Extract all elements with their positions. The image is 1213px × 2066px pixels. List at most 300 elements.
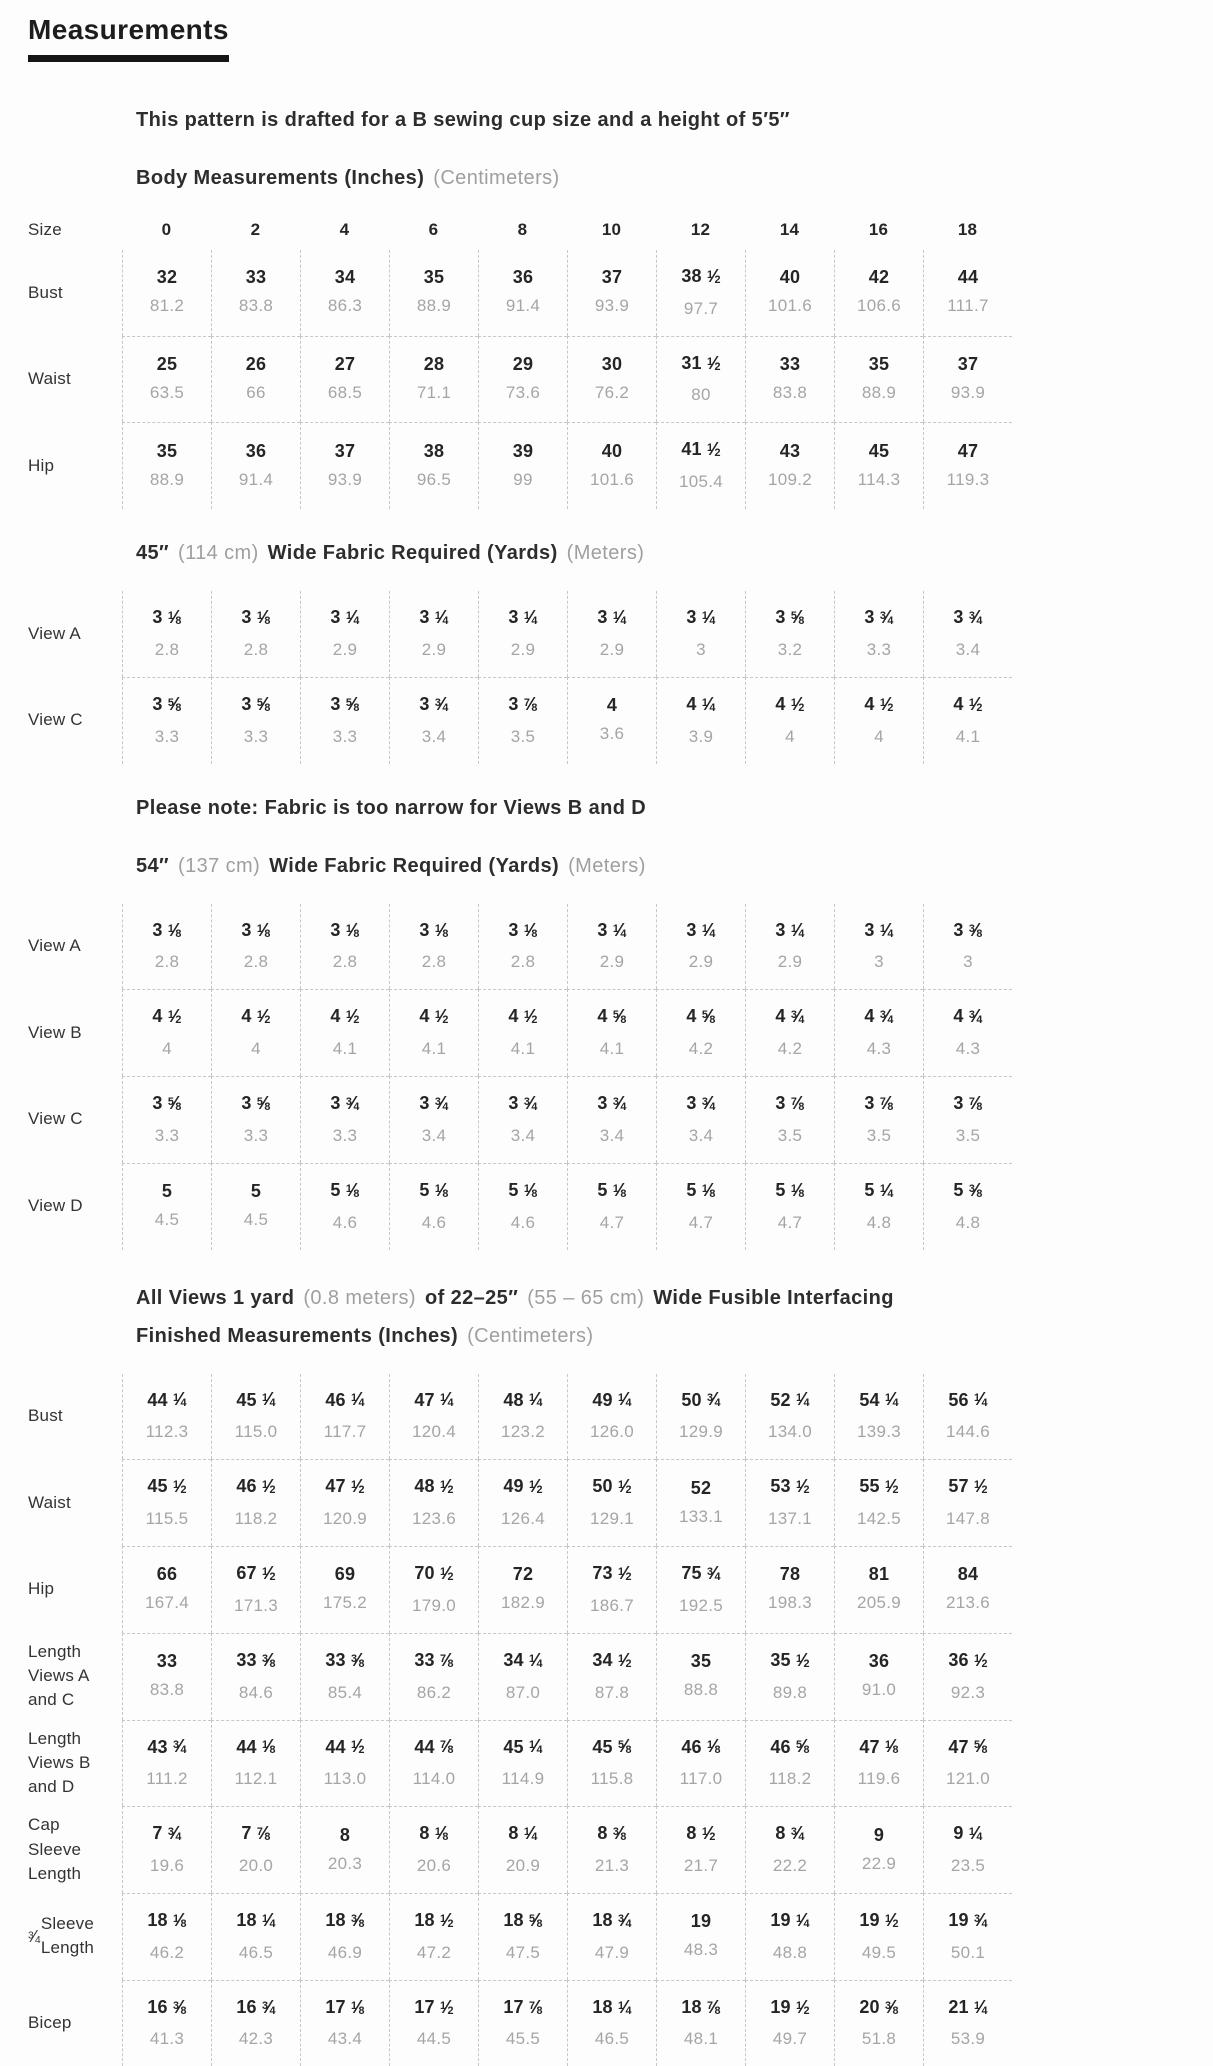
inches-value: 46 $^1⁄_2$	[236, 1475, 276, 1497]
inches-value: 47 $^1⁄_2$	[325, 1475, 365, 1497]
value-cell	[389, 1163, 478, 1250]
value-cell	[923, 1980, 1012, 2066]
meters-value: 3.4	[421, 1125, 447, 1145]
yards-value: 3 $^7⁄_8$	[864, 1092, 894, 1114]
value-cell	[478, 1720, 567, 1807]
centimeters-value: 53.9	[950, 2029, 986, 2049]
heading-segment: Wide Fabric Required (Yards)	[269, 854, 560, 877]
inches-value: 34 $^1⁄_4$	[503, 1648, 543, 1670]
heading-segment: (Centimeters)	[433, 167, 560, 189]
centimeters-value: 119.6	[857, 1769, 901, 1789]
meters-value: 2.8	[332, 952, 358, 972]
value-cell	[211, 1163, 300, 1250]
centimeters-value: 182.9	[500, 1593, 546, 1613]
yards-value: 3 $^7⁄_8$	[508, 692, 538, 714]
yards-value: 5 $^1⁄_8$	[508, 1178, 538, 1200]
centimeters-value: 92.3	[950, 1682, 986, 1702]
centimeters-value: 86.3	[327, 296, 363, 316]
inches-value: 50 $^1⁄_2$	[592, 1475, 632, 1497]
centimeters-value: 47.5	[505, 1942, 541, 1962]
yards-value: 3 $^5⁄_8$	[241, 1092, 271, 1114]
inches-value: 35 $^1⁄_2$	[770, 1648, 810, 1670]
meters-value: 2.8	[243, 639, 269, 659]
meters-value: 3.3	[332, 726, 358, 746]
inches-value: 16 $^3⁄_4$	[236, 1995, 276, 2017]
centimeters-value: 106.6	[856, 296, 902, 316]
meters-value: 4.8	[955, 1212, 981, 1232]
meters-value: 2.9	[599, 952, 625, 972]
value-cell	[478, 250, 567, 336]
meters-value: 2.8	[421, 952, 447, 972]
inches-value: 81	[868, 1564, 890, 1585]
centimeters-value: 112.1	[234, 1769, 278, 1789]
measurement-table	[28, 250, 1185, 509]
centimeters-value: 80	[691, 385, 711, 405]
inches-value: 16 $^3⁄_8$	[147, 1995, 187, 2017]
centimeters-value: 46.9	[327, 1942, 363, 1962]
inches-value: 9	[873, 1824, 885, 1845]
meters-value: 3	[696, 639, 706, 659]
value-cell	[656, 1459, 745, 1546]
row-label: Length Views A and C	[28, 1641, 89, 1710]
centimeters-value: 101.6	[589, 469, 635, 489]
meters-value: 2.8	[154, 952, 180, 972]
inches-value: 33 $^3⁄_8$	[325, 1648, 365, 1670]
inches-value: 47 $^1⁄_4$	[414, 1388, 454, 1410]
value-cell	[389, 1459, 478, 1546]
value-cell	[567, 1076, 656, 1163]
inches-value: 8 $^1⁄_4$	[508, 1822, 538, 1844]
meters-value: 4	[874, 726, 884, 746]
section-heading	[136, 164, 1185, 192]
row-label: View C	[28, 710, 83, 730]
value-cell	[567, 591, 656, 677]
inches-value: 48 $^1⁄_2$	[414, 1475, 454, 1497]
value-cell	[834, 422, 923, 509]
inches-value: 57 $^1⁄_2$	[948, 1475, 988, 1497]
value-cell	[567, 336, 656, 423]
inches-value: 43	[779, 440, 801, 461]
value-cell	[923, 336, 1012, 423]
centimeters-value: 121.0	[945, 1769, 991, 1789]
value-cell	[389, 1980, 478, 2066]
yards-value: 3 $^1⁄_4$	[330, 606, 360, 628]
value-cell	[745, 1374, 834, 1460]
centimeters-value: 117.0	[679, 1769, 723, 1789]
inches-value: 34	[334, 267, 356, 288]
meters-value: 3.4	[599, 1125, 625, 1145]
row-label: View C	[28, 1109, 83, 1129]
yards-value: 3 $^1⁄_4$	[597, 606, 627, 628]
centimeters-value: 101.6	[767, 296, 813, 316]
centimeters-value: 87.0	[505, 1682, 541, 1702]
value-cell	[923, 591, 1012, 677]
inches-value: 73 $^1⁄_2$	[592, 1561, 632, 1583]
yards-value: 4 $^3⁄_4$	[775, 1005, 805, 1027]
value-cell	[211, 1980, 300, 2066]
centimeters-value: 87.8	[594, 1682, 630, 1702]
row-label: $^3⁄_4$ Sleeve Length	[28, 1914, 95, 1958]
value-cell	[745, 1806, 834, 1893]
meters-value: 3.3	[243, 1125, 269, 1145]
centimeters-value: 119.3	[946, 469, 990, 489]
value-cell	[122, 677, 211, 764]
inches-value: 31 $^1⁄_2$	[681, 351, 721, 373]
inches-value: 70 $^1⁄_2$	[414, 1561, 454, 1583]
inches-value: 19 $^1⁄_2$	[859, 1908, 899, 1930]
centimeters-value: 83.8	[772, 383, 808, 403]
meters-value: 3	[874, 952, 884, 972]
centimeters-value: 68.5	[327, 383, 363, 403]
centimeters-value: 83.8	[238, 296, 274, 316]
value-cell	[478, 1374, 567, 1460]
value-cell	[389, 1720, 478, 1807]
centimeters-value: 73.6	[505, 383, 541, 403]
centimeters-value: 129.1	[589, 1509, 635, 1529]
meters-value: 4.5	[243, 1210, 269, 1230]
size-value: 4	[339, 220, 350, 239]
centimeters-value: 20.6	[416, 1856, 452, 1876]
value-cell	[567, 1893, 656, 1980]
size-value: 14	[779, 220, 800, 239]
size-value: 12	[690, 220, 711, 239]
value-cell	[300, 422, 389, 509]
meters-value: 4.5	[154, 1210, 180, 1230]
centimeters-value: 47.9	[594, 1942, 630, 1962]
centimeters-value: 126.4	[500, 1509, 546, 1529]
value-cell	[211, 989, 300, 1076]
yards-value: 4 $^5⁄_8$	[686, 1005, 716, 1027]
value-cell	[567, 904, 656, 990]
inches-value: 47	[957, 440, 979, 461]
inches-value: 21 $^1⁄_4$	[948, 1995, 988, 2017]
inches-value: 27	[334, 354, 356, 375]
section-heading	[136, 1322, 1185, 1350]
meters-value: 4.1	[510, 1039, 536, 1059]
table-row	[28, 1163, 1185, 1250]
value-cell	[656, 904, 745, 990]
inches-value: 40	[779, 267, 801, 288]
yards-value: 3 $^1⁄_4$	[597, 918, 627, 940]
size-value: 2	[250, 220, 261, 239]
centimeters-value: 19.6	[149, 1856, 185, 1876]
centimeters-value: 88.9	[861, 383, 897, 403]
yards-value: 3 $^7⁄_8$	[775, 1092, 805, 1114]
inches-value: 69	[334, 1564, 356, 1585]
meters-value: 4.1	[421, 1039, 447, 1059]
row-label: Bust	[28, 282, 63, 302]
inches-value: 50 $^3⁄_4$	[681, 1388, 721, 1410]
value-cell	[211, 1546, 300, 1633]
meters-value: 4.7	[599, 1212, 625, 1232]
inches-value: 44	[957, 267, 979, 288]
section-fabric-54	[28, 852, 1185, 1250]
inches-value: 18 $^5⁄_8$	[503, 1908, 543, 1930]
inches-value: 18 $^3⁄_8$	[325, 1908, 365, 1930]
section-heading	[136, 539, 1185, 567]
row-label: Waist	[28, 1492, 71, 1512]
inches-value: 18 $^1⁄_2$	[414, 1908, 454, 1930]
value-cell	[567, 1720, 656, 1807]
yards-value: 4 $^1⁄_2$	[508, 1005, 538, 1027]
measurement-table	[28, 904, 1185, 1250]
centimeters-value: 105.4	[678, 472, 724, 492]
table-row	[28, 989, 1185, 1076]
value-cell	[656, 1806, 745, 1893]
yards-value: 3 $^7⁄_8$	[953, 1092, 983, 1114]
meters-value: 3.5	[866, 1125, 892, 1145]
yards-value: 4 $^1⁄_2$	[419, 1005, 449, 1027]
value-cell	[300, 1980, 389, 2066]
value-cell	[834, 250, 923, 336]
yards-value: 4 $^1⁄_2$	[241, 1005, 271, 1027]
centimeters-value: 85.4	[327, 1682, 363, 1702]
sections	[28, 164, 1185, 2066]
inches-value: 43 $^3⁄_4$	[147, 1735, 187, 1757]
centimeters-value: 167.4	[144, 1593, 190, 1613]
value-cell	[122, 1806, 211, 1893]
centimeters-value: 213.6	[945, 1593, 991, 1613]
heading-segment: All Views 1 yard	[136, 1286, 295, 1309]
measurement-table	[28, 1374, 1185, 2066]
heading-segment: (55 – 65 cm)	[527, 1286, 645, 1309]
centimeters-value: 198.3	[767, 1593, 813, 1613]
inches-value: 44 $^1⁄_8$	[236, 1735, 276, 1757]
value-cell	[745, 422, 834, 509]
value-cell	[567, 1546, 656, 1633]
value-cell	[567, 1980, 656, 2066]
meters-value: 3.4	[421, 726, 447, 746]
value-cell	[923, 1076, 1012, 1163]
centimeters-value: 66	[246, 383, 266, 403]
centimeters-value: 49.5	[861, 1942, 897, 1962]
meters-value: 2.9	[332, 639, 358, 659]
centimeters-value: 20.9	[505, 1856, 541, 1876]
inches-value: 45 $^1⁄_4$	[503, 1735, 543, 1757]
value-cell	[122, 989, 211, 1076]
inches-value: 78	[779, 1564, 801, 1585]
meters-value: 4.3	[866, 1039, 892, 1059]
value-cell	[567, 250, 656, 336]
centimeters-value: 126.0	[589, 1422, 635, 1442]
centimeters-value: 123.6	[411, 1509, 457, 1529]
yards-value: 4 $^1⁄_2$	[152, 1005, 182, 1027]
intro-note: This pattern is drafted for a B sewing cup size and a height of 5′5″	[136, 109, 790, 131]
centimeters-value: 117.7	[323, 1422, 367, 1442]
centimeters-value: 144.6	[945, 1422, 991, 1442]
value-cell	[834, 1633, 923, 1720]
value-cell	[656, 1980, 745, 2066]
table-row	[28, 336, 1185, 423]
value-cell	[478, 1806, 567, 1893]
note-text: Please note: Fabric is too narrow for Views B and D	[136, 796, 647, 819]
size-label: Size	[28, 219, 62, 239]
meters-value: 4.6	[421, 1212, 447, 1232]
value-cell	[211, 1720, 300, 1807]
value-cell	[300, 1546, 389, 1633]
centimeters-value: 50.1	[950, 1942, 986, 1962]
centimeters-value: 147.8	[945, 1509, 991, 1529]
inches-value: 47 $^5⁄_8$	[948, 1735, 988, 1757]
value-cell	[300, 989, 389, 1076]
value-cell	[300, 1374, 389, 1460]
row-label: Waist	[28, 369, 71, 389]
value-cell	[389, 677, 478, 764]
value-cell	[211, 677, 300, 764]
row-label: View B	[28, 1022, 82, 1042]
inches-value: 52 $^1⁄_4$	[770, 1388, 810, 1410]
meters-value: 3.2	[777, 639, 803, 659]
value-cell	[834, 591, 923, 677]
centimeters-value: 45.5	[505, 2029, 541, 2049]
value-cell	[745, 1980, 834, 2066]
inches-value: 46 $^5⁄_8$	[770, 1735, 810, 1757]
value-cell	[478, 1459, 567, 1546]
value-cell	[300, 1806, 389, 1893]
yards-value: 3 $^1⁄_4$	[775, 918, 805, 940]
value-cell	[122, 1076, 211, 1163]
value-cell	[478, 336, 567, 423]
value-cell	[923, 1374, 1012, 1460]
value-cell	[300, 250, 389, 336]
value-cell	[211, 1076, 300, 1163]
yards-value: 3 $^1⁄_4$	[864, 918, 894, 940]
value-cell	[745, 1076, 834, 1163]
value-cell	[122, 1163, 211, 1250]
yards-value: 3 $^5⁄_8$	[775, 606, 805, 628]
yards-value: 5 $^1⁄_8$	[686, 1178, 716, 1200]
row-label: Length Views B and D	[28, 1728, 91, 1796]
value-cell	[300, 336, 389, 423]
meters-value: 4.1	[599, 1039, 625, 1059]
yards-value: 3 $^1⁄_4$	[508, 606, 538, 628]
value-cell	[834, 1076, 923, 1163]
value-cell	[834, 1546, 923, 1633]
centimeters-value: 22.2	[772, 1856, 808, 1876]
meters-value: 2.9	[688, 952, 714, 972]
yards-value: 3 $^1⁄_4$	[686, 606, 716, 628]
meters-value: 2.8	[243, 952, 269, 972]
value-cell	[389, 1076, 478, 1163]
value-cell	[122, 250, 211, 336]
inches-value: 19 $^1⁄_2$	[770, 1995, 810, 2017]
value-cell	[834, 336, 923, 423]
heading-segment: of 22–25″	[424, 1286, 519, 1309]
centimeters-value: 93.9	[594, 296, 630, 316]
inches-value: 18 $^1⁄_4$	[236, 1908, 276, 1930]
meters-value: 4.6	[510, 1212, 536, 1232]
value-cell	[567, 989, 656, 1076]
centimeters-value: 112.3	[145, 1422, 189, 1442]
heading-segment: (Meters)	[568, 854, 646, 877]
value-cell	[300, 677, 389, 764]
value-cell	[389, 1893, 478, 1980]
centimeters-value: 76.2	[594, 383, 630, 403]
yards-value: 3 $^3⁄_4$	[686, 1092, 716, 1114]
table-row	[28, 1459, 1185, 1546]
value-cell	[122, 336, 211, 423]
value-cell	[211, 904, 300, 990]
value-cell	[656, 989, 745, 1076]
section-body-measurements	[28, 164, 1185, 509]
section-heading	[136, 1284, 1185, 1312]
size-value: 16	[868, 220, 889, 239]
value-cell	[300, 1076, 389, 1163]
value-cell	[656, 1546, 745, 1633]
centimeters-value: 91.0	[861, 1680, 897, 1700]
meters-value: 3.4	[510, 1125, 536, 1145]
inches-value: 9 $^1⁄_4$	[953, 1822, 983, 1844]
value-cell	[567, 1633, 656, 1720]
centimeters-value: 114.0	[412, 1769, 456, 1789]
meters-value: 3.5	[777, 1125, 803, 1145]
centimeters-value: 71.1	[416, 383, 452, 403]
yards-value: 3 $^1⁄_8$	[330, 918, 360, 940]
centimeters-value: 175.2	[322, 1593, 368, 1613]
inches-value: 35	[690, 1651, 712, 1672]
value-cell	[745, 250, 834, 336]
centimeters-value: 93.9	[327, 469, 363, 489]
meters-value: 3.3	[154, 1125, 180, 1145]
centimeters-value: 42.3	[238, 2029, 274, 2049]
value-cell	[923, 1633, 1012, 1720]
meters-value: 2.8	[154, 639, 180, 659]
inches-value: 47 $^1⁄_8$	[859, 1735, 899, 1757]
value-cell	[656, 1720, 745, 1807]
value-cell	[211, 1459, 300, 1546]
value-cell	[478, 904, 567, 990]
section-finished-measurements	[28, 1322, 1185, 2066]
value-cell	[389, 1546, 478, 1633]
size-value: 10	[601, 220, 622, 239]
centimeters-value: 20.3	[327, 1853, 363, 1873]
meters-value: 4	[251, 1039, 261, 1059]
yards-value: 3 $^1⁄_8$	[508, 918, 538, 940]
heading-segment: Wide Fabric Required (Yards)	[267, 542, 558, 565]
centimeters-value: 89.8	[772, 1682, 808, 1702]
value-cell	[300, 591, 389, 677]
inches-value: 18 $^7⁄_8$	[681, 1995, 721, 2017]
meters-value: 4.3	[955, 1039, 981, 1059]
heading-segment: (Centimeters)	[467, 1324, 594, 1347]
centimeters-value: 129.9	[678, 1422, 724, 1442]
value-cell	[923, 250, 1012, 336]
inches-value: 46 $^1⁄_4$	[325, 1388, 365, 1410]
value-cell	[478, 1980, 567, 2066]
value-cell	[745, 1633, 834, 1720]
meters-value: 4.7	[688, 1212, 714, 1232]
table-row	[28, 1806, 1185, 1893]
table-row	[28, 1980, 1185, 2066]
size-value: 18	[957, 220, 978, 239]
yards-value: 4 $^1⁄_2$	[953, 692, 983, 714]
value-cell	[923, 1459, 1012, 1546]
value-cell	[389, 1633, 478, 1720]
value-cell	[656, 336, 745, 423]
meters-value: 4.2	[688, 1039, 714, 1059]
inches-value: 33	[779, 354, 801, 375]
inches-value: 25	[156, 354, 178, 375]
table-row	[28, 591, 1185, 677]
value-cell	[834, 677, 923, 764]
value-cell	[211, 336, 300, 423]
table-row	[28, 1546, 1185, 1633]
value-cell	[567, 1459, 656, 1546]
centimeters-value: 171.3	[233, 1595, 279, 1615]
inches-value: 33 $^7⁄_8$	[414, 1648, 454, 1670]
value-cell	[478, 1163, 567, 1250]
row-label: Cap Sleeve Length	[28, 1815, 82, 1883]
